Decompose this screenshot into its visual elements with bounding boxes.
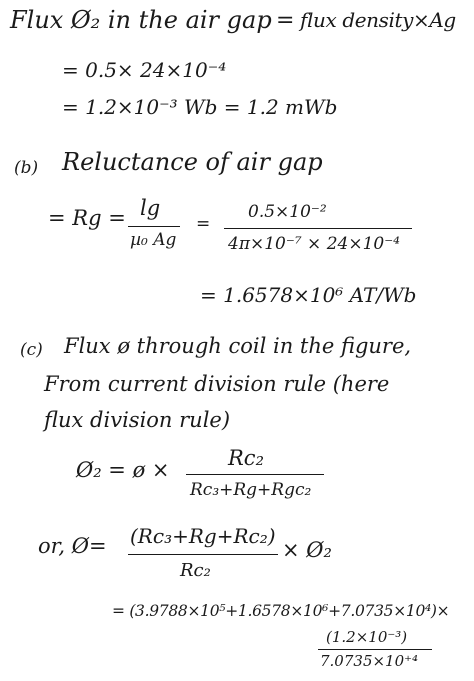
reluctance-result: = 1.6578×10⁶ AT/Wb bbox=[200, 283, 417, 307]
eq2-times-flux: × Ø₂ bbox=[282, 538, 332, 562]
eq2-fraction-bar bbox=[128, 554, 278, 555]
eq1-lhs: Ø₂ = ø × bbox=[76, 458, 170, 482]
eq1-denominator: Rc₃+Rg+Rgc₂ bbox=[190, 480, 312, 500]
fraction1-numerator: lg bbox=[140, 196, 161, 220]
part-c-line3: flux division rule) bbox=[44, 408, 231, 432]
fraction1-denominator: µ₀ Ag bbox=[130, 230, 177, 250]
eq3-line: = (3.9788×10⁵+1.6578×10⁶+7.0735×10⁴)× bbox=[112, 602, 450, 620]
reluctance-lhs: = Rg = bbox=[48, 206, 126, 230]
fraction1-bar bbox=[128, 226, 180, 227]
heading-rhs: flux density×Ag bbox=[300, 8, 456, 32]
flux-calc-line1: = 0.5× 24×10⁻⁴ bbox=[62, 58, 227, 82]
part-c-line1: Flux ø through coil in the figure, bbox=[64, 334, 412, 358]
heading-lhs: Flux Ø₂ in the air gap bbox=[10, 6, 272, 34]
eq3-fraction-bar bbox=[318, 649, 432, 650]
eq2-denominator: Rc₂ bbox=[180, 560, 211, 581]
eq1-numerator: Rc₂ bbox=[228, 446, 264, 470]
eq3-numerator: (1.2×10⁻³) bbox=[326, 628, 408, 646]
eq2-numerator: (Rc₃+Rg+Rc₂) bbox=[130, 524, 276, 548]
fraction2-numerator: 0.5×10⁻² bbox=[248, 202, 327, 222]
part-b-title: Reluctance of air gap bbox=[62, 148, 323, 176]
fraction2-denominator: 4π×10⁻⁷ × 24×10⁻⁴ bbox=[228, 234, 401, 254]
eq3-denominator: 7.0735×10⁺⁴ bbox=[320, 652, 419, 670]
part-c-line2: From current division rule (here bbox=[44, 372, 390, 396]
fraction2-equals: = bbox=[196, 214, 211, 234]
heading-equals: = bbox=[276, 8, 295, 33]
part-c-label: (c) bbox=[20, 340, 43, 360]
fraction2-bar bbox=[224, 228, 412, 229]
part-b-label: (b) bbox=[14, 158, 39, 178]
flux-calc-line2: = 1.2×10⁻³ Wb = 1.2 mWb bbox=[62, 95, 338, 119]
eq1-fraction-bar bbox=[186, 474, 324, 475]
eq2-lhs: or, Ø= bbox=[38, 534, 107, 558]
